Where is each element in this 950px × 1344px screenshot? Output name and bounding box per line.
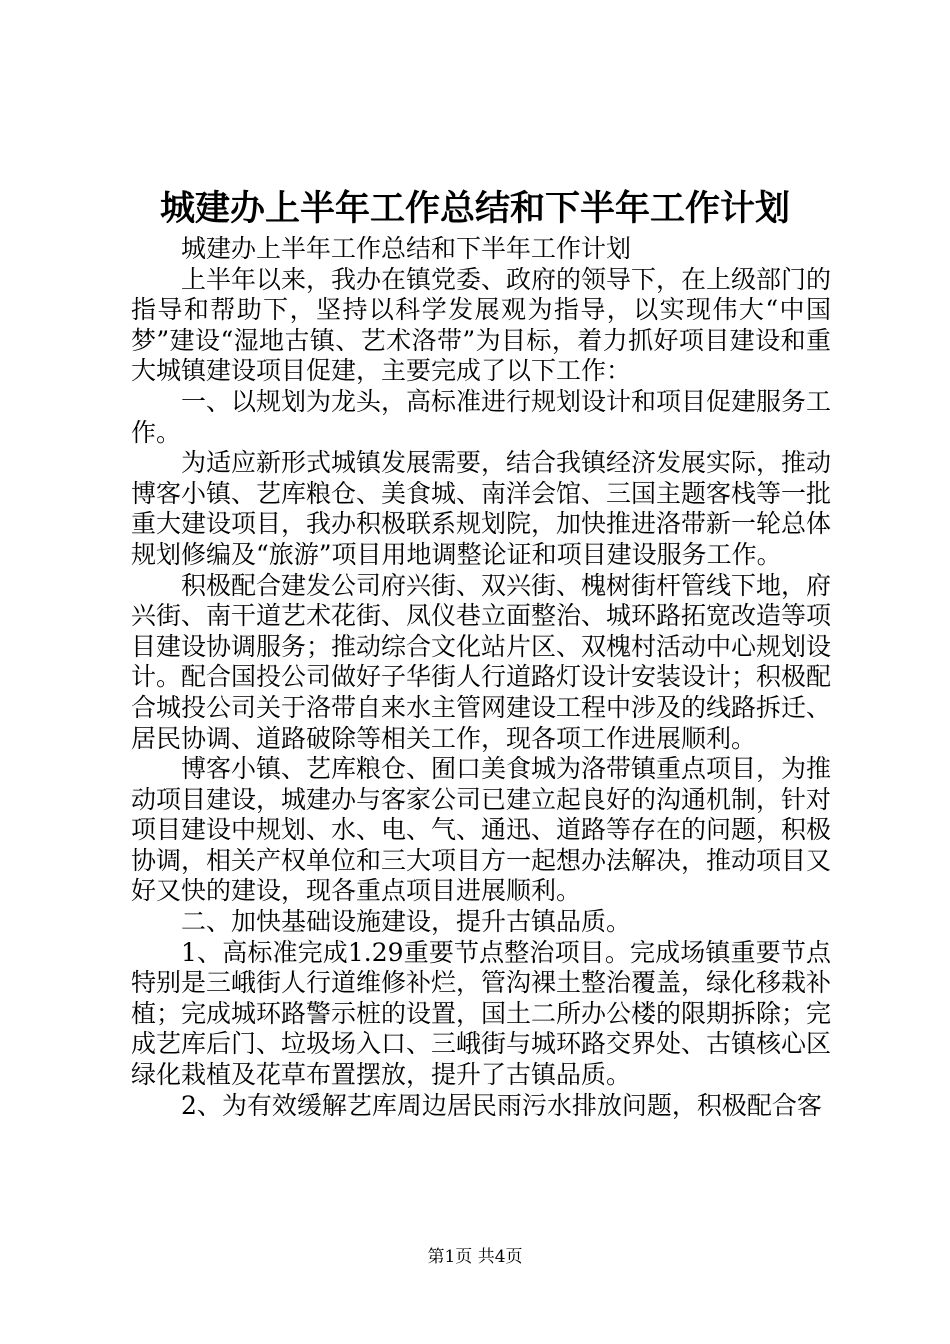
body-paragraph-6: 博客小镇、艺库粮仓、囿口美食城为洛带镇重点项目，为推动项目建设，城建办与客家公司已建立起良好的沟通机制，针对项目建设中规划、水、电、气、通迅、道路等存在的问题，积极协调，相关产权单位和三大项目方一起想办法解决，推动项目又好又快的建设，现各重点项目进展顺利。 <box>131 754 832 906</box>
body-paragraph-4: 为适应新形式城镇发展需要，结合我镇经济发展实际，推动博客小镇、艺库粮仓、美食城、南洋会馆、三国主题客栈等一批重大建设项目，我办积极联系规划院，加快推进洛带新一轮总体规划修编及“旅游”项目用地调整论证和项目建设服务工作。 <box>131 448 832 569</box>
page-indicator: 第1页 共4页 <box>427 1247 523 1267</box>
body-paragraph-9: 2、为有效缓解艺库周边居民雨污水排放问题，积极配合客 <box>181 1090 822 1120</box>
body-paragraph-7: 二、加快基础设施建设，提升古镇品质。 <box>181 907 632 937</box>
body-paragraph-8: 1、高标准完成1.29重要节点整治项目。完成场镇重要节点特别是三峨街人行道维修补烂，管沟裸土整治覆盖，绿化移栽补植；完成城环路警示桩的设置，国土二所办公楼的限期拆除；完成艺库后门、垃圾场入口、三峨街与城环路交界处、古镇核心区绿化栽植及花草布置摆放，提升了古镇品质。 <box>131 937 832 1090</box>
document-body <box>131 234 831 1121</box>
body-paragraph-3: 一、以规划为龙头，高标准进行规划设计和项目促建服务工作。 <box>131 386 832 447</box>
body-paragraph-5: 积极配合建发公司府兴街、双兴街、槐树街杆管线下地，府兴街、南干道艺术花街、凤仪巷立面整治、城环路拓宽改造等项目建设协调服务；推动综合文化站片区、双槐村活动中心规划设计。配合国投公司做好子华街人行道路灯设计安装设计；积极配合城投公司关于洛带自来水主管网建设工程中涉及的线路拆迁、居民协调、道路破除等相关工作，现各项工作进展顺利。 <box>131 570 832 753</box>
document-title: 城建办上半年工作总结和下半年工作计划 <box>159 188 790 229</box>
body-paragraph-2: 上半年以来，我办在镇党委、政府的领导下，在上级部门的指导和帮助下，坚持以科学发展观为指导，以实现伟大“中国梦”建设“湿地古镇、艺术洛带”为目标，着力抓好项目建设和重大城镇建设项目促建，主要完成了以下工作： <box>131 264 832 386</box>
body-paragraph-1: 城建办上半年工作总结和下半年工作计划 <box>181 234 632 263</box>
